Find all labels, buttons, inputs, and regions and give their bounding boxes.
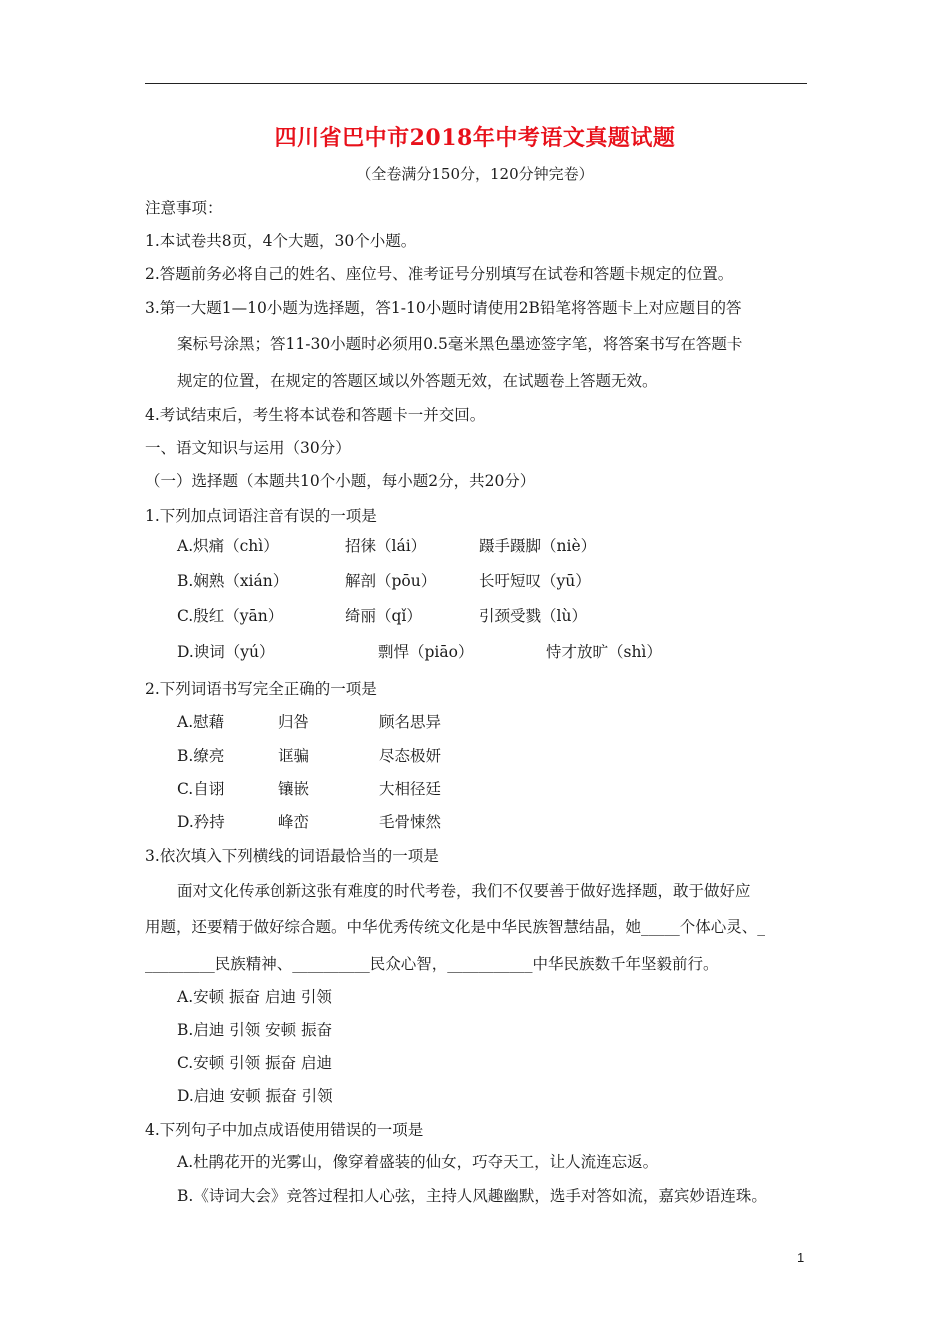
q3-option-d: D.启迪 安顿 振奋 引领 bbox=[177, 1087, 333, 1105]
notice-item: 4.考试结束后，考生将本试卷和答题卡一并交回。 bbox=[145, 406, 486, 424]
notice-heading: 注意事项： bbox=[145, 199, 223, 217]
header-rule bbox=[145, 83, 807, 84]
notice-item: 1.本试卷共8页，4个大题，30个小题。 bbox=[145, 232, 417, 250]
q4-option-b: B.《诗词大会》竞答过程扣人心弦，主持人风趣幽默，选手对答如流，嘉宾妙语连珠。 bbox=[177, 1187, 767, 1205]
section-heading: 一、语文知识与运用（30分） bbox=[145, 439, 351, 457]
q2-option-b-2: 诓骗 bbox=[278, 747, 310, 765]
q2-option-c-1: C.自诩 bbox=[177, 780, 225, 798]
q1-option-a-3: 蹑手蹑脚（niè） bbox=[479, 537, 597, 555]
q1-option-b-3: 长吁短叹（yū） bbox=[479, 572, 591, 590]
q1-option-b-1: B.娴熟（xián） bbox=[177, 572, 289, 590]
q2-option-d-1: D.矜持 bbox=[177, 813, 225, 831]
q2-option-a-3: 顾名思异 bbox=[379, 713, 442, 731]
notice-item: 2.答题前务必将自己的姓名、座位号、准考证号分别填写在试卷和答题卡规定的位置。 bbox=[145, 265, 734, 283]
q1-option-d-2: 剽悍（piāo） bbox=[378, 643, 474, 661]
q4-option-a: A.杜鹃花开的光雾山，像穿着盛装的仙女，巧夺天工，让人流连忘返。 bbox=[177, 1153, 659, 1171]
q1-option-b-2: 解剖（pōu） bbox=[345, 572, 437, 590]
section-subheading: （一）选择题（本题共10个小题，每小题2分，共20分） bbox=[145, 472, 536, 490]
q2-option-b-1: B.缭亮 bbox=[177, 747, 225, 765]
notice-item-continued: 规定的位置，在规定的答题区域以外答题无效，在试题卷上答题无效。 bbox=[177, 372, 658, 390]
q2-option-d-3: 毛骨悚然 bbox=[379, 813, 442, 831]
q2-option-d-2: 峰峦 bbox=[278, 813, 310, 831]
q1-option-c-3: 引颈受戮（lù） bbox=[479, 607, 587, 625]
q3-passage-line: 面对文化传承创新这张有难度的时代考卷，我们不仅要善于做好选择题，敢于做好应 bbox=[177, 882, 751, 900]
notice-item-continued: 案标号涂黑；答11-30小题时必须用0.5毫米黑色墨迹签字笔，将答案书写在答题卡 bbox=[177, 335, 743, 353]
q1-option-d-3: 恃才放旷（shì） bbox=[546, 643, 662, 661]
q2-option-c-3: 大相径廷 bbox=[379, 780, 442, 798]
q3-option-b: B.启迪 引领 安顿 振奋 bbox=[177, 1021, 333, 1039]
q2-option-b-3: 尽态极妍 bbox=[379, 747, 442, 765]
q2-option-a-1: A.慰藉 bbox=[177, 713, 225, 731]
q3-option-a: A.安顿 振奋 启迪 引领 bbox=[177, 988, 332, 1006]
q1-option-d-1: D.谀词（yú） bbox=[177, 643, 275, 661]
question-2-stem: 2.下列词语书写完全正确的一项是 bbox=[145, 680, 377, 698]
notice-item: 3.第一大题1—10小题为选择题，答1-10小题时请使用2B铅笔将答题卡上对应题目的答 bbox=[145, 299, 742, 317]
q1-option-a-2: 招徕（lái） bbox=[345, 537, 427, 555]
q3-passage-line: 用题，还要精于做好综合题。中华优秀传统文化是中华民族智慧结晶，她_____个体心灵、_ bbox=[145, 918, 766, 936]
question-4-stem: 4.下列句子中加点成语使用错误的一项是 bbox=[145, 1121, 424, 1139]
exam-subtitle: （全卷满分150分，120分钟完卷） bbox=[356, 165, 594, 183]
exam-title: 四川省巴中市2018年中考语文真题试题 bbox=[274, 125, 676, 151]
question-3-stem: 3.依次填入下列横线的词语最恰当的一项是 bbox=[145, 847, 439, 865]
q2-option-a-2: 归咎 bbox=[278, 713, 310, 731]
q2-option-c-2: 镶嵌 bbox=[278, 780, 310, 798]
page-number: 1 bbox=[797, 1250, 805, 1265]
q1-option-c-1: C.殷红（yān） bbox=[177, 607, 284, 625]
q3-passage-line: _________民族精神、__________民众心智，___________中华民族数千年坚毅前行。 bbox=[145, 955, 719, 973]
q1-option-c-2: 绮丽（qǐ） bbox=[345, 607, 422, 625]
q1-option-a-1: A.炽痛（chì） bbox=[177, 537, 279, 555]
question-1-stem: 1.下列加点词语注音有误的一项是 bbox=[145, 507, 377, 525]
q3-option-c: C.安顿 引领 振奋 启迪 bbox=[177, 1054, 333, 1072]
